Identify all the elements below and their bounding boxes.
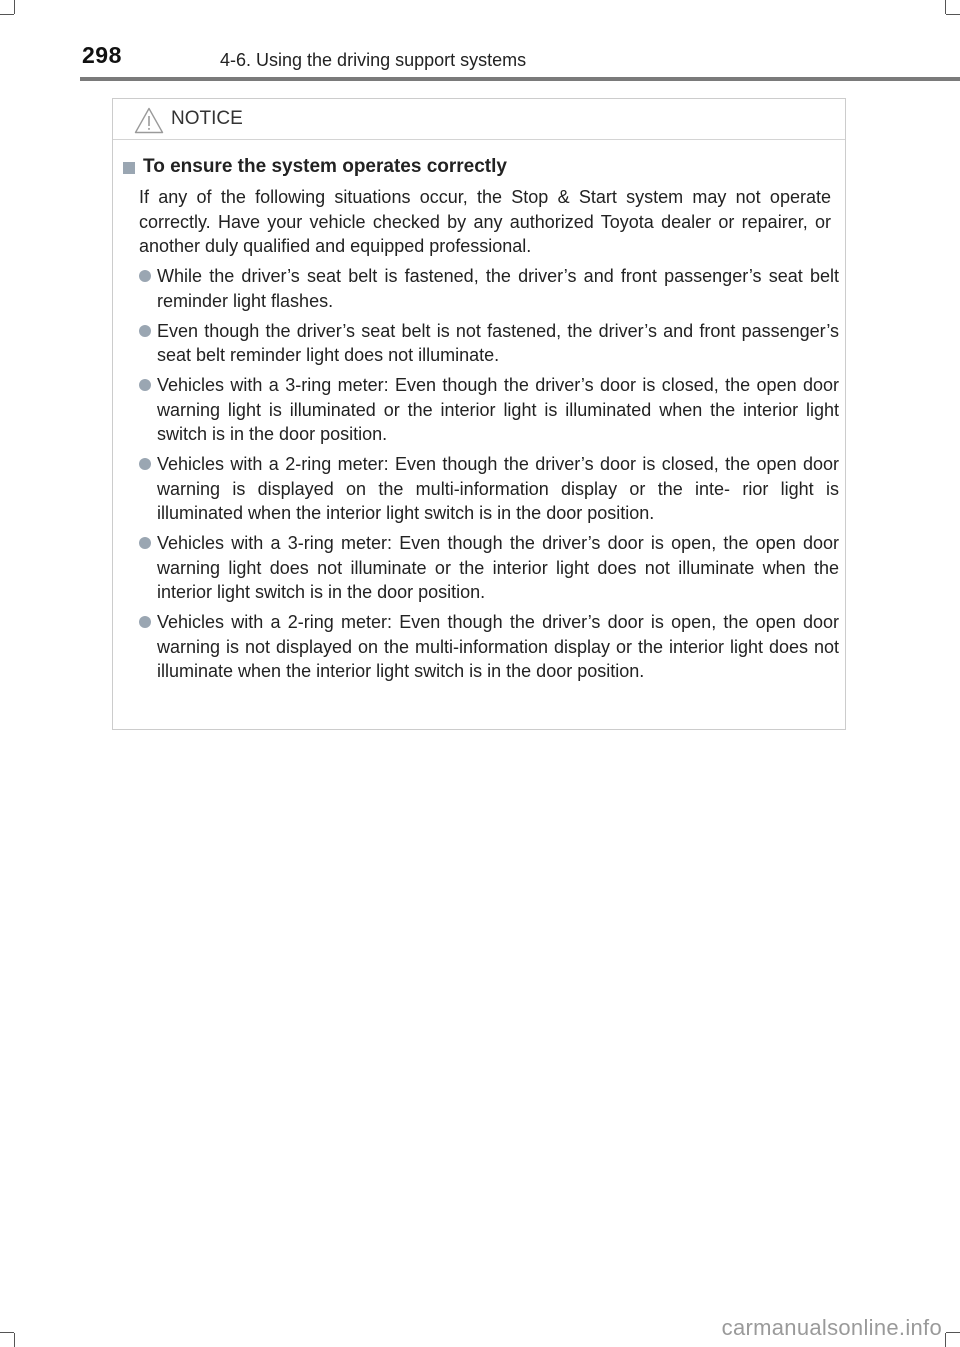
bullet-text: Even though the driver’s seat belt is not fastened, the driver’s and front passenger’s seat belt reminder light does not illuminate.: [157, 320, 839, 365]
bullet-dot-icon: [139, 458, 151, 470]
notice-subheading: [123, 156, 507, 178]
list-item: [137, 610, 839, 684]
notice-header: [113, 99, 845, 140]
bullet-dot-icon: [139, 537, 151, 549]
square-bullet-icon: [123, 162, 135, 174]
list-item: [137, 319, 839, 368]
bullet-text: Vehicles with a 2-ring meter: Even though the driver’s door is open, the open door warning is not displayed on the multi-information display or the interior light does not illuminate when the interior light switch is in the door position.: [157, 612, 839, 681]
section-title: 4-6. Using the driving support systems: [220, 50, 527, 70]
notice-intro: If any of the following situations occur, the Stop & Start system may not operate correctly. Have your vehicle checked by any authorized Toyota dealer or repairer, or another duly qualified and equipped professional.: [139, 187, 831, 256]
bullet-dot-icon: [139, 616, 151, 628]
footer-watermark[interactable]: carmanualsonline.info: [721, 1315, 942, 1340]
bullet-dot-icon: [139, 379, 151, 391]
subheading-text: To ensure the system operates correctly: [143, 156, 507, 177]
crop-mark: [946, 1332, 960, 1333]
list-item: [137, 373, 839, 447]
crop-mark: [945, 1333, 946, 1347]
page-number: 298: [82, 42, 122, 68]
warning-triangle-icon: [134, 107, 164, 134]
bullet-dot-icon: [139, 325, 151, 337]
header-rule: [80, 77, 960, 81]
bullet-text: Vehicles with a 3-ring meter: Even though the driver’s door is closed, the open door warning light is illuminated or the interior light is illuminated when the interior light switch is in the door position.: [157, 375, 839, 444]
bullet-text: Vehicles with a 2-ring meter: Even though the driver’s door is closed, the open door warning is displayed on the multi-information display or the inte- rior light is illuminated when the interior light switch is in the door position.: [157, 454, 839, 523]
bullet-text: While the driver’s seat belt is fastened, the driver’s and front passenger’s seat belt reminder light flashes.: [157, 266, 839, 311]
list-item: [137, 452, 839, 526]
bullet-list: [137, 264, 839, 689]
notice-box: [112, 98, 846, 730]
bullet-text: Vehicles with a 3-ring meter: Even though the driver’s door is open, the open door warning light does not illuminate or the interior light does not illuminate when the interior light switch is in the door position.: [157, 533, 839, 602]
crop-mark: [0, 1332, 14, 1333]
notice-title: NOTICE: [171, 108, 243, 129]
page-header: [0, 0, 960, 82]
list-item: [137, 531, 839, 605]
crop-mark: [14, 1333, 15, 1347]
bullet-dot-icon: [139, 270, 151, 282]
list-item: [137, 264, 839, 313]
